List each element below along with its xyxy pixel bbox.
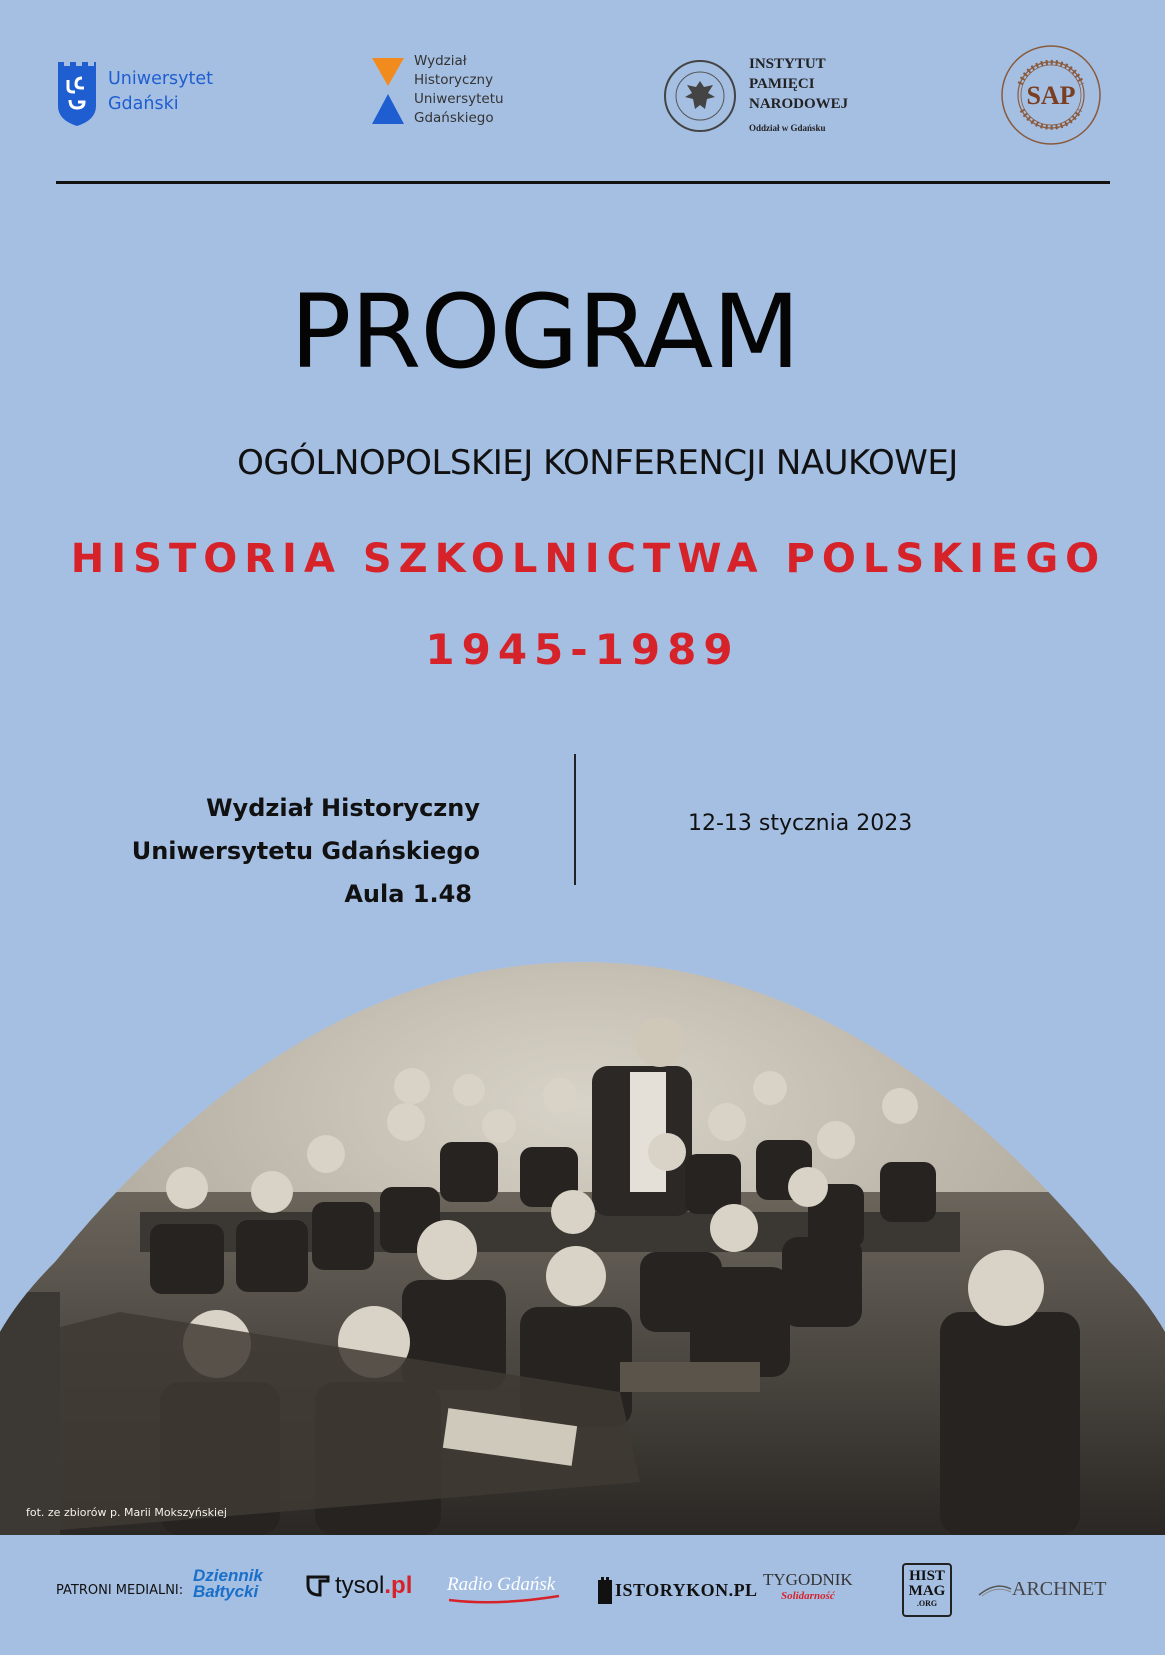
program-heading: PROGRAM (290, 273, 800, 392)
whug-logo-line2: Historyczny (414, 72, 494, 88)
solidarnosc-name: Solidarność (780, 1590, 835, 1602)
tysol-tld: .pl (384, 1572, 413, 1599)
histmag-line3: .ORG (916, 1599, 938, 1608)
ipn-logo-line3: NARODOWEJ (749, 96, 849, 112)
ipn-logo-sub: Oddział w Gdańsku (749, 123, 826, 133)
conference-title: HISTORIA SZKOLNICTWA POLSKIEGO (70, 536, 1107, 582)
whug-logo-line1: Wydział (414, 53, 467, 69)
histmag-logo (902, 1563, 952, 1617)
venue-block (132, 787, 480, 916)
historykon-logo (597, 1576, 758, 1604)
ug-logo (56, 56, 213, 128)
dziennik-line1: Dziennik (193, 1566, 263, 1585)
tysol-logo (305, 1572, 412, 1600)
histmag-line1: HIST (909, 1568, 945, 1584)
castle-icon (597, 1576, 613, 1604)
classroom-photo (0, 962, 1165, 1535)
ug-logo-line1: Uniwersytet (108, 69, 213, 89)
whug-logo-line3: Uniwersytetu (414, 91, 504, 107)
conference-date: 12-13 stycznia 2023 (688, 811, 913, 836)
conference-subtitle: OGÓLNOPOLSKIEJ KONFERENCJI NAUKOWEJ (237, 443, 958, 483)
ipn-logo (663, 54, 848, 138)
venue-line3: Aula 1.48 (344, 880, 472, 908)
venue-date-divider (574, 754, 576, 885)
tygodnik-solidarnosc-logo (763, 1572, 853, 1604)
ipn-logo-line2: PAMIĘCI (749, 76, 815, 92)
sap-logo (1000, 44, 1102, 150)
whug-logo-line4: Gdańskiego (414, 110, 494, 126)
ipn-logo-line1: INSTYTUT (749, 56, 826, 72)
eagle-seal-icon (663, 59, 737, 133)
tysol-name: tysol (335, 1572, 385, 1599)
conference-years: 1945-1989 (425, 625, 740, 674)
photo-credit: fot. ze zbiorów p. Marii Mokszyńskiej (26, 1506, 227, 1519)
tygodnik-name: TYGODNIK (763, 1570, 853, 1589)
whug-logo (370, 52, 504, 128)
ug-crest-icon (56, 56, 98, 128)
radio-gdansk-name: Radio Gdańsk (447, 1574, 556, 1595)
archnet-logo (978, 1578, 1106, 1601)
histmag-line2: MAG (908, 1583, 946, 1599)
archnet-name: ARCHNET (1012, 1578, 1107, 1600)
tysol-mark-icon (305, 1573, 331, 1599)
radio-swoosh-icon (447, 1594, 561, 1604)
media-patrons-label: PATRONI MEDIALNI: (56, 1583, 184, 1598)
svg-text:SAP: SAP (1026, 81, 1076, 110)
dziennik-baltycki-logo (193, 1568, 263, 1600)
radio-gdansk-logo (447, 1574, 561, 1604)
hourglass-icon (370, 52, 406, 128)
sap-seal-icon (1000, 44, 1102, 146)
historykon-name: ISTORYKON.PL (615, 1579, 758, 1600)
header-rule (56, 181, 1110, 184)
dziennik-line2: Bałtycki (193, 1582, 259, 1601)
archnet-swoosh-icon (978, 1583, 1012, 1597)
venue-line1: Wydział Historyczny (206, 794, 480, 822)
ug-logo-line2: Gdański (108, 94, 179, 114)
venue-line2: Uniwersytetu Gdańskiego (131, 837, 480, 865)
